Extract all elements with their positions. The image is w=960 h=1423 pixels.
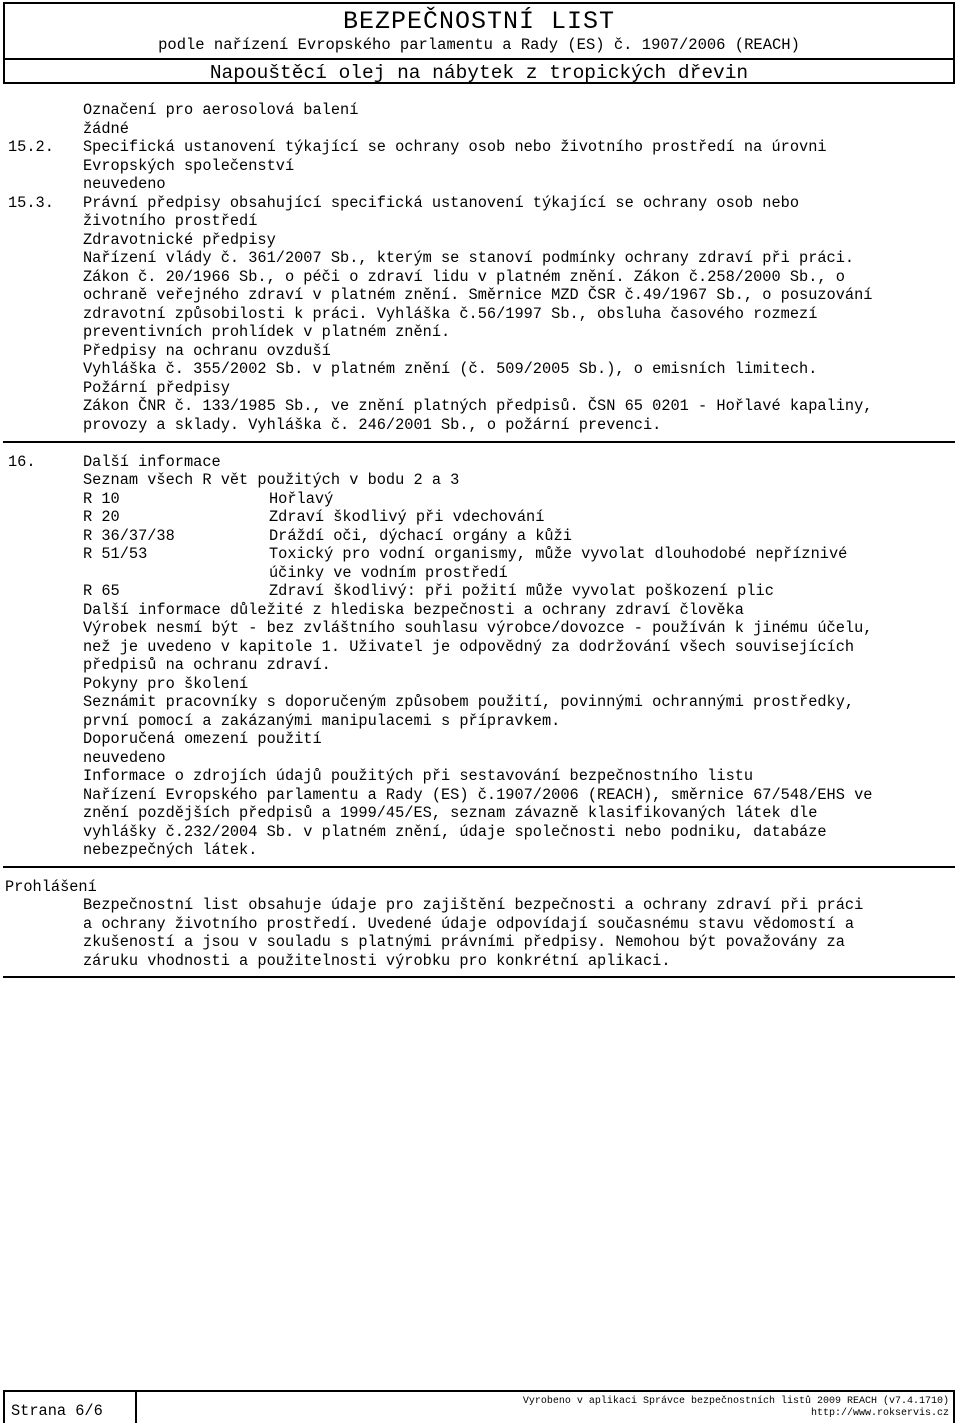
section-16-number: 16. [8,453,36,471]
health-regulations-line: ochraně veřejného zdraví v platném znění. Směrnice MZD ČSR č.49/1967 Sb., o posuzování [83,286,873,304]
sources-line: Nařízení Evropského parlamentu a Rady (ES) č.1907/2006 (REACH), směrnice 67/548/EHS ve [83,786,873,804]
r-phrase-text: Hořlavý [269,490,334,508]
section-15-2-number: 15.2. [8,138,54,156]
r-phrase-text: Dráždí oči, dýchací orgány a kůži [269,527,572,545]
aerosol-label: Označení pro aerosolová balení [83,101,359,119]
health-regulations-line: Nařízení vlády č. 361/2007 Sb., kterým se stanoví podmínky ochrany zdraví při práci. [83,249,855,267]
sources-heading: Informace o zdrojích údajů použitých při sestavování bezpečnostního listu [83,767,754,785]
header-divider [5,58,953,60]
health-regulations-line: preventivních prohlídek v platném znění. [83,323,451,341]
section-15-2-value: neuvedeno [83,175,166,193]
document-title: BEZPEČNOSTNÍ LIST [342,7,616,36]
declaration-line: Bezpečnostní list obsahuje údaje pro zajištění bezpečnosti a ochrany zdraví při práci [83,896,864,914]
generator-link[interactable]: http://www.rokservis.cz [810,1408,949,1419]
fire-regulations-heading: Požární předpisy [83,379,230,397]
page-footer [3,1390,955,1423]
health-regulations-line: zdravotní způsobilosti k práci. Vyhláška č.56/1997 Sb., obsluha časového rozmezí [83,305,818,323]
sources-line: vyhlášky č.232/2004 Sb. v platném znění, údaje společnosti nebo podniku, databáze [83,823,827,841]
section-divider [3,441,955,443]
aerosol-value: žádné [83,120,129,138]
section-16-title: Další informace [83,453,221,471]
sources-line: znění pozdějších předpisů a 1999/45/ES, seznam závazně klasifikovaných látek dle [83,804,818,822]
important-info-line: Výrobek nesmí být - bez zvláštního souhlasu výrobce/dovozce - používán k jinému účelu, [83,619,873,637]
section-15-3-number: 15.3. [8,194,54,212]
important-info-line: než je uvedeno v kapitole 1. Uživatel je odpovědný za dodržování všech souvisejících [83,638,855,656]
page-number: Strana 6/6 [11,1402,103,1420]
restrictions-heading: Doporučená omezení použití [83,730,322,748]
air-regulations-line: Vyhláška č. 355/2002 Sb. v platném znění (č. 509/2005 Sb.), o emisních limitech. [83,360,818,378]
declaration-line: a ochrany životního prostředí. Uvedené údaje odpovídají současnému stavu vědomostí a [83,915,855,933]
r-phrase-code: R 36/37/38 [83,527,175,545]
training-line: první pomocí a zakázanými manipulacemi s přípravkem. [83,712,561,730]
air-regulations-heading: Předpisy na ochranu ovzduší [83,342,331,360]
restrictions-value: neuvedeno [83,749,166,767]
r-phrase-text: Zdraví škodlivý: při požití může vyvolat poškození plic [269,582,774,600]
training-line: Seznámit pracovníky s doporučeným způsobem použití, povinnými ochrannými prostředky, [83,693,855,711]
r-phrase-code: R 20 [83,508,120,526]
section-15-2-title-line: Evropských společenství [83,157,295,175]
document-subtitle: podle nařízení Evropského parlamentu a Rady (ES) č. 1907/2006 (REACH) [158,36,800,54]
sources-line: nebezpečných látek. [83,841,258,859]
fire-regulations-line: Zákon ČNR č. 133/1985 Sb., ve znění platných předpisů. ČSN 65 0201 - Hořlavé kapaliny, [83,397,873,415]
fire-regulations-line: provozy a sklady. Vyhláška č. 246/2001 Sb., o požární prevenci. [83,416,662,434]
section-15-3-title-line: životního prostředí [83,212,258,230]
important-info-line: předpisů na ochranu zdraví. [83,656,331,674]
health-regulations-heading: Zdravotnické předpisy [83,231,276,249]
r-phrases-heading: Seznam všech R vět použitých v bodu 2 a 3 [83,471,460,489]
section-15-2-title-line: Specifická ustanovení týkající se ochrany osob nebo životního prostředí na úrovni [83,138,827,156]
r-phrase-code: R 65 [83,582,120,600]
r-phrase-code: R 51/53 [83,545,148,563]
section-divider [3,976,955,978]
generator-credit [523,1396,949,1420]
r-phrase-text: účinky ve vodním prostředí [269,564,508,582]
r-phrase-text: Zdraví škodlivý při vdechování [269,508,545,526]
r-phrase-text: Toxický pro vodní organismy, může vyvolat dlouhodobé nepříznivé [269,545,848,563]
section-15-3-title-line: Právní předpisy obsahující specifická ustanovení týkající se ochrany osob nebo [83,194,800,212]
r-phrase-code: R 10 [83,490,120,508]
training-heading: Pokyny pro školení [83,675,249,693]
declaration-line: zkušeností a jsou v souladu s platnými právními předpisy. Nemohou být považovány za [83,933,845,951]
footer-divider [135,1392,137,1423]
important-info-heading: Další informace důležité z hlediska bezpečnosti a ochrany zdraví člověka [83,601,744,619]
declaration-line: záruku vhodnosti a použitelnosti výrobku pro konkrétní aplikaci. [83,952,671,970]
generator-text: Vyrobeno v aplikaci Správce bezpečnostních listů 2009 REACH (v7.4.1710) [522,1396,949,1407]
declaration-label: Prohlášení [5,878,97,896]
product-name: Napouštěcí olej na nábytek z tropických dřevin [209,62,749,84]
section-divider [3,866,955,868]
document-header [3,2,955,84]
health-regulations-line: Zákon č. 20/1966 Sb., o péči o zdraví lidu v platném znění. Zákon č.258/2000 Sb., o [83,268,845,286]
